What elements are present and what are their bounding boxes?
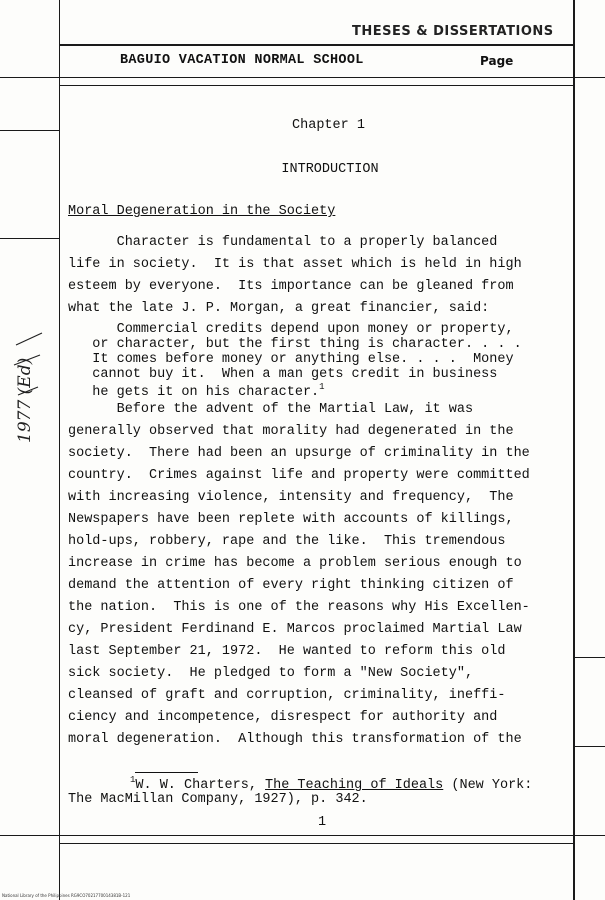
quote-line: or character, but the first thing is character. . . . <box>68 337 522 352</box>
header-left-stub <box>0 77 59 78</box>
quote-text: he gets it on his character. <box>68 385 320 400</box>
margin-handwriting-text: 1977 (Ed) <box>15 357 35 443</box>
right-margin-rule <box>573 0 575 900</box>
body-line: hold-ups, robbery, rape and the like. This tremendous <box>68 534 506 549</box>
chapter-title: INTRODUCTION <box>281 162 379 177</box>
left-margin-rule <box>59 0 60 900</box>
body-line: increase in crime has become a problem serious enough to <box>68 556 522 571</box>
footnote-book-title: The Teaching of Ideals <box>265 778 444 793</box>
page-label: Page <box>480 54 514 68</box>
header-right-stub <box>575 77 605 78</box>
scan-footer: National Library of the Philippines RG9CO7021770014381B-121 <box>2 893 131 898</box>
header-bottom-rule <box>59 77 575 78</box>
quote-line: It comes before money or anything else. . . . Money <box>68 352 514 367</box>
header-top-rule <box>59 44 575 46</box>
body-line: demand the attention of every right thinking citizen of <box>68 578 514 593</box>
left-edge-mark-2 <box>0 238 59 239</box>
quote-line: Commercial credits depend upon money or property, <box>68 322 514 337</box>
quote-line-last <box>68 383 325 400</box>
body-line: generally observed that morality had degenerated in the <box>68 424 514 439</box>
footnote-line-1 <box>130 776 532 793</box>
body-line: esteem by everyone. Its importance can be gleaned from <box>68 279 514 294</box>
section-title: Moral Degeneration in the Society <box>68 204 336 219</box>
footer-rule <box>0 835 605 836</box>
body-line: society. There had been an upsurge of criminality in the <box>68 446 530 461</box>
body-line: cleansed of graft and corruption, criminality, ineffi- <box>68 688 506 703</box>
school-name: BAGUIO VACATION NORMAL SCHOOL <box>120 53 364 68</box>
body-line: last September 21, 1972. He wanted to reform this old <box>68 644 506 659</box>
body-top-rule <box>59 85 575 86</box>
chapter-number: Chapter 1 <box>292 118 365 133</box>
body-line: moral degeneration. Although this transformation of the <box>68 732 522 747</box>
body-line: ciency and incompetence, disrespect for authority and <box>68 710 498 725</box>
body-line: Before the advent of the Martial Law, it was <box>68 402 474 417</box>
body-line: Newspapers have been replete with accounts of killings, <box>68 512 514 527</box>
footnote-reference: 1 <box>319 382 325 392</box>
footnote-publisher-open: (New York: <box>443 778 533 793</box>
handwriting-scribble-icon <box>2 325 52 445</box>
right-edge-mark-2 <box>575 746 605 747</box>
body-line: the nation. This is one of the reasons why His Excellen- <box>68 600 530 615</box>
body-line: what the late J. P. Morgan, a great financier, said: <box>68 301 490 316</box>
footnote-author: W. W. Charters, <box>135 778 266 793</box>
footer-rule-2 <box>59 843 575 844</box>
margin-handwriting <box>2 325 52 445</box>
quote-line: cannot buy it. When a man gets credit in business <box>68 367 498 382</box>
body-line: country. Crimes against life and property were committed <box>68 468 530 483</box>
page-number: 1 <box>318 815 327 830</box>
body-line: Character is fundamental to a properly balanced <box>68 235 498 250</box>
body-line: sick society. He pledged to form a "New Society", <box>68 666 474 681</box>
body-line: cy, President Ferdinand E. Marcos proclaimed Martial Law <box>68 622 522 637</box>
body-line: life in society. It is that asset which is held in high <box>68 257 522 272</box>
body-line: with increasing violence, intensity and frequency, The <box>68 490 514 505</box>
footnote-separator <box>135 772 198 773</box>
footnote-mark: 1 <box>130 775 136 785</box>
footnote-line-2: The MacMillan Company, 1927), p. 342. <box>68 792 368 807</box>
right-edge-mark <box>575 657 605 658</box>
theses-stamp: THESES & DISSERTATIONS <box>352 24 554 39</box>
